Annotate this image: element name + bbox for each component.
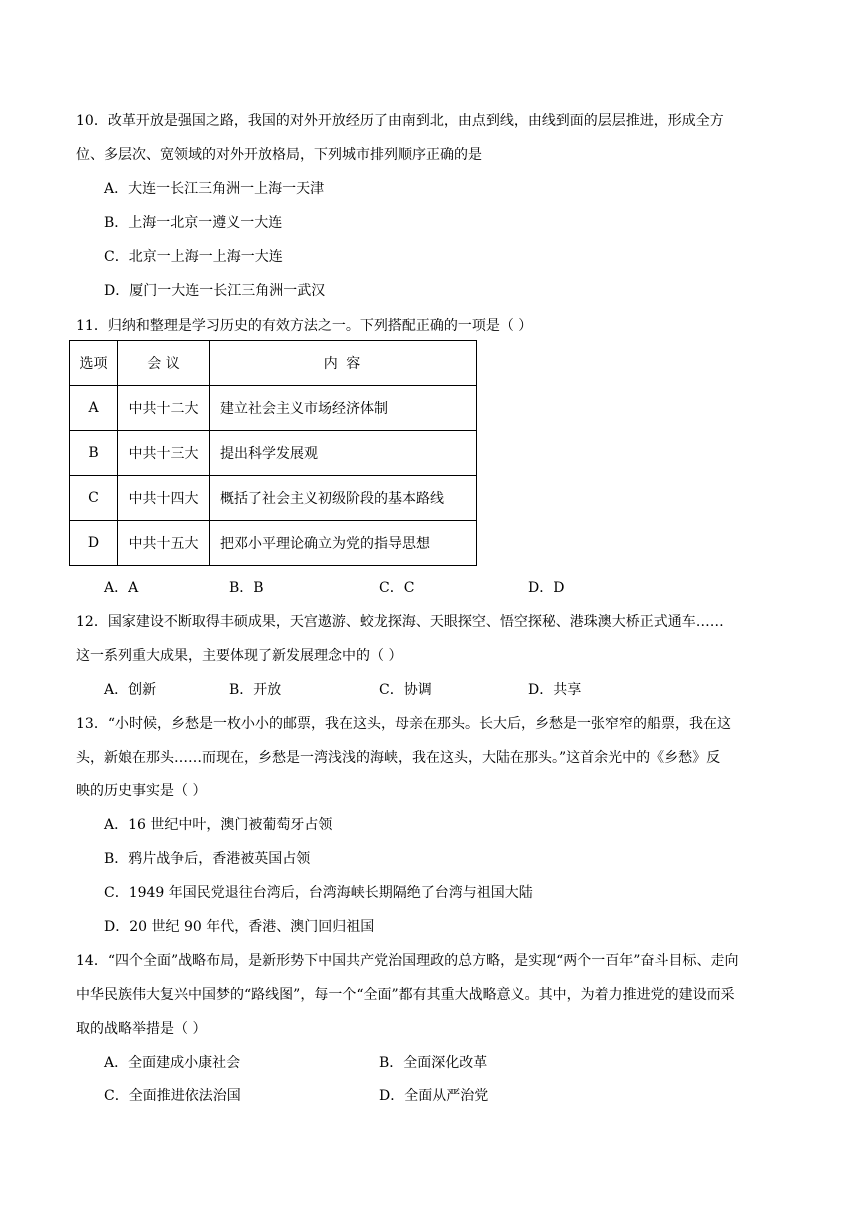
table-cell-option: B (70, 431, 118, 476)
q13-option-b[interactable]: B．鸦片战争后，香港被英国占领 (104, 851, 311, 867)
q12-stem-line2: 这一系列重大成果，主要体现了新发展理念中的（ ） (76, 648, 403, 664)
table-cell-option: C (70, 476, 118, 521)
q11-option-d[interactable]: D．D (528, 580, 565, 596)
q12-stem-line1: 12．国家建设不断取得丰硕成果，天宫遨游、蛟龙探海、天眼探空、悟空探秘、港珠澳大桥正式通车…… (76, 614, 724, 630)
table-cell-meeting: 中共十二大 (118, 386, 210, 431)
table-cell-option: D (70, 521, 118, 566)
q13-option-c[interactable]: C．1949 年国民党退往台湾后，台湾海峡长期隔绝了台湾与祖国大陆 (104, 885, 533, 901)
q11-option-b[interactable]: B．B (229, 580, 264, 596)
table-header-row (70, 341, 477, 386)
table-cell-meeting: 中共十三大 (118, 431, 210, 476)
q12-option-a[interactable]: A．创新 (104, 682, 157, 698)
table-cell-meeting: 中共十四大 (118, 476, 210, 521)
table-cell-content: 提出科学发展观 (210, 431, 477, 476)
q10-stem-line2: 位、多层次、宽领域的对外开放格局，下列城市排列顺序正确的是 (76, 147, 482, 163)
table-cell-content: 把邓小平理论确立为党的指导思想 (210, 521, 477, 566)
q10-option-d[interactable]: D．厦门一大连一长江三角洲一武汉 (104, 283, 326, 299)
q14-option-d[interactable]: D．全面从严治党 (379, 1088, 489, 1104)
q14-option-a[interactable]: A．全面建成小康社会 (104, 1055, 241, 1071)
q10-stem-line1: 10．改革开放是强国之路，我国的对外开放经历了由南到北，由点到线，由线到面的层层推进，形成全方 (76, 113, 724, 129)
q11-table (69, 340, 477, 566)
table-row (70, 386, 477, 431)
q13-stem-line2: 头，新娘在那头……而现在，乡愁是一湾浅浅的海峡，我在这头，大陆在那头。”这首余光中的《乡愁》反 (76, 750, 721, 766)
q10-option-a[interactable]: A．大连一长江三角洲一上海一天津 (104, 181, 325, 197)
q11-option-a[interactable]: A．A (104, 580, 139, 596)
q14-stem-line1: 14．“四个全面”战略布局，是新形势下中国共产党治国理政的总方略，是实现“两个一百年”奋斗目标、走向 (76, 953, 739, 969)
q13-stem-line3: 映的历史事实是（ ） (76, 783, 207, 799)
q11-option-c[interactable]: C．C (379, 580, 415, 596)
q13-option-a[interactable]: A．16 世纪中叶，澳门被葡萄牙占领 (104, 817, 333, 833)
table-header-option: 选项 (70, 341, 118, 386)
q13-option-d[interactable]: D．20 世纪 90 年代，香港、澳门回归祖国 (104, 919, 375, 935)
table-cell-meeting: 中共十五大 (118, 521, 210, 566)
table-cell-content: 建立社会主义市场经济体制 (210, 386, 477, 431)
table-row (70, 431, 477, 476)
q12-option-c[interactable]: C．协调 (379, 682, 432, 698)
q10-option-c[interactable]: C．北京一上海一上海一大连 (104, 249, 283, 265)
table-header-content: 内 容 (210, 341, 477, 386)
q14-stem-line3: 取的战略举措是（ ） (76, 1021, 207, 1037)
q14-option-c[interactable]: C．全面推进依法治国 (104, 1088, 241, 1104)
q12-option-b[interactable]: B．开放 (229, 682, 282, 698)
q11-stem: 11．归纳和整理是学习历史的有效方法之一。下列搭配正确的一项是（ ） (76, 318, 533, 334)
table-header-meeting: 会 议 (118, 341, 210, 386)
q13-stem-line1: 13．“小时候，乡愁是一枚小小的邮票，我在这头，母亲在那头。长大后，乡愁是一张窄窄的船票，我在这 (76, 716, 731, 732)
q10-option-b[interactable]: B．上海一北京一遵义一大连 (104, 215, 283, 231)
q14-option-b[interactable]: B．全面深化改革 (379, 1055, 488, 1071)
q14-stem-line2: 中华民族伟大复兴中国梦的“路线图”，每一个“全面”都有其重大战略意义。其中，为着力推进党的建设而采 (76, 987, 735, 1003)
table-row (70, 521, 477, 566)
table-row (70, 476, 477, 521)
table-cell-option: A (70, 386, 118, 431)
q12-option-d[interactable]: D．共享 (528, 682, 582, 698)
table-cell-content: 概括了社会主义初级阶段的基本路线 (210, 476, 477, 521)
